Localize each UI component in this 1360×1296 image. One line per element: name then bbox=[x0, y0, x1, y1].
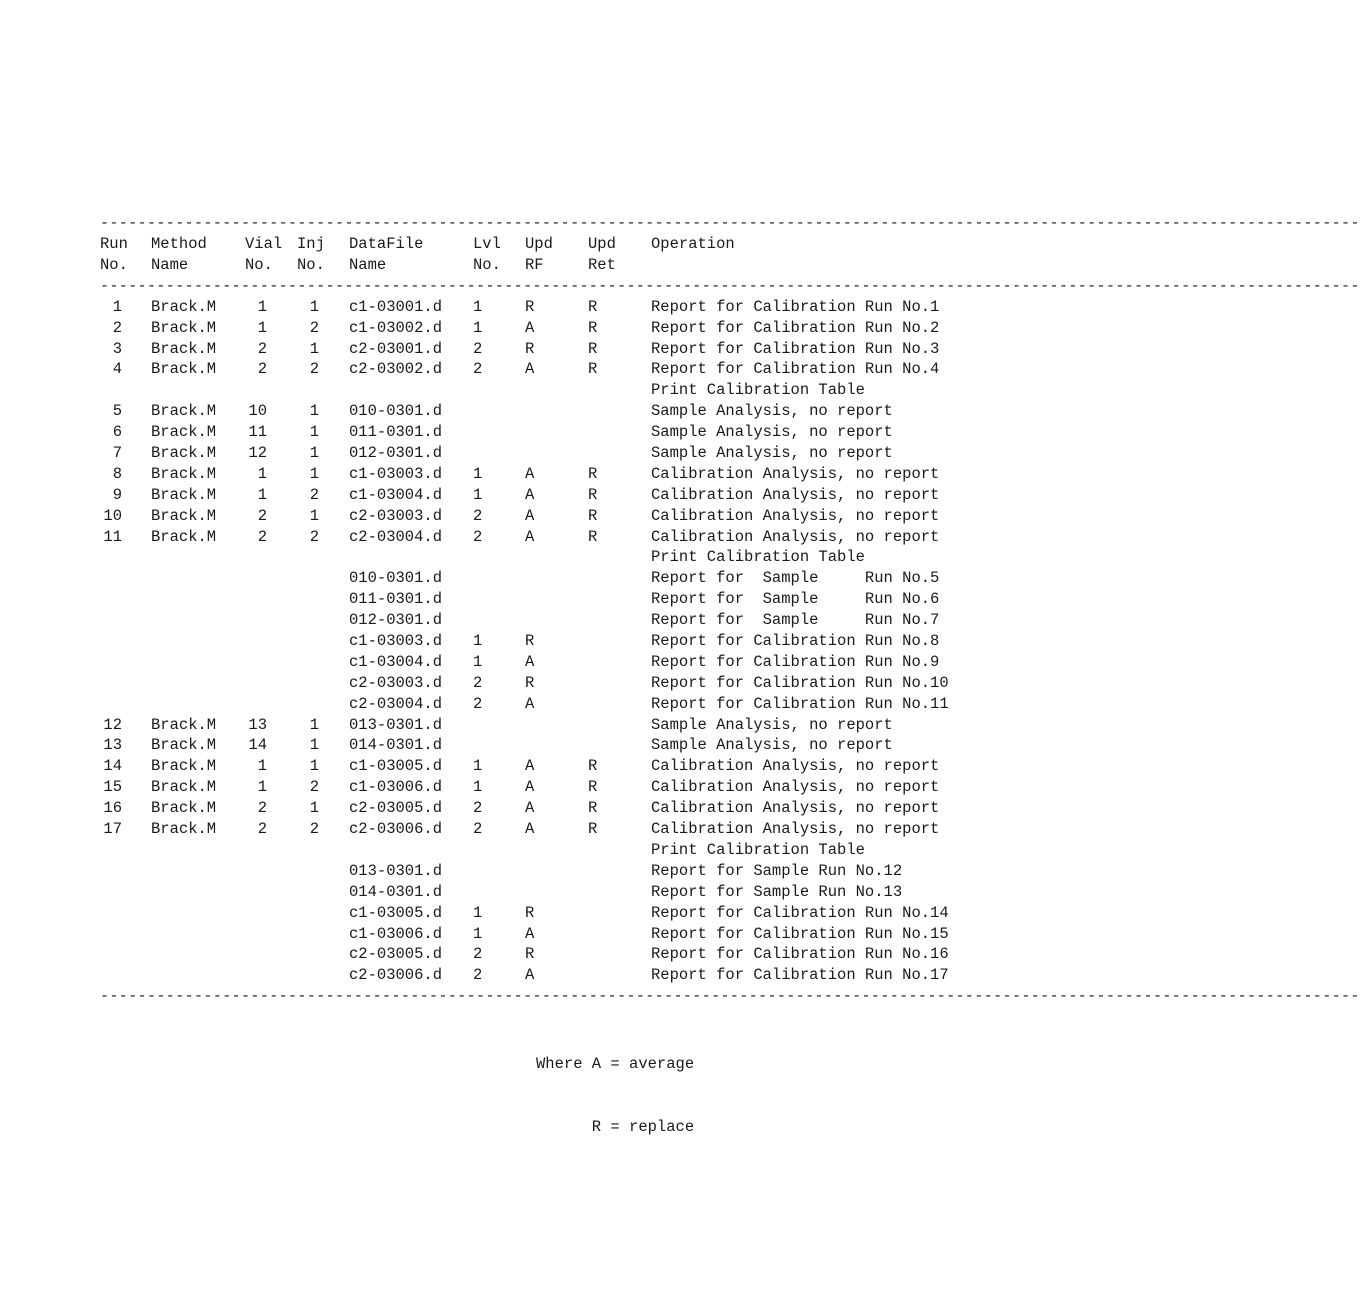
cell-run-no: 5 bbox=[112, 402, 122, 421]
table-body bbox=[100, 297, 990, 986]
cell-operation: Sample Analysis, no report bbox=[651, 444, 893, 463]
cell-method-name: Brack.M bbox=[151, 799, 217, 818]
header-ret: Ret bbox=[588, 255, 616, 274]
cell-method-name: Brack.M bbox=[151, 464, 217, 483]
cell-operation: Calibration Analysis, no report bbox=[651, 757, 940, 776]
cell-datafile-name: c2-03004.d bbox=[349, 527, 443, 546]
cell-datafile-name: c1-03003.d bbox=[349, 632, 443, 651]
table-row bbox=[100, 694, 990, 715]
cell-level-no: 1 bbox=[473, 297, 483, 316]
cell-update-ret: R bbox=[588, 778, 598, 797]
table-row bbox=[100, 318, 990, 339]
cell-inj-no: 1 bbox=[309, 402, 319, 421]
cell-method-name: Brack.M bbox=[151, 444, 217, 463]
cell-vial-no: 14 bbox=[248, 736, 267, 755]
cell-run-no: 9 bbox=[112, 485, 122, 504]
cell-operation: Print Calibration Table bbox=[651, 381, 865, 400]
cell-vial-no: 11 bbox=[248, 423, 267, 442]
cell-vial-no: 1 bbox=[257, 778, 267, 797]
cell-run-no: 11 bbox=[103, 527, 122, 546]
cell-operation: Calibration Analysis, no report bbox=[651, 778, 940, 797]
top-divider: -------------------------------------------------------------------------------------------------------------------------------------- bbox=[100, 215, 1360, 232]
cell-method-name: Brack.M bbox=[151, 423, 217, 442]
table-row bbox=[100, 944, 990, 965]
cell-level-no: 1 bbox=[473, 757, 483, 776]
cell-run-no: 1 bbox=[112, 297, 122, 316]
cell-datafile-name: 014-0301.d bbox=[349, 882, 443, 901]
cell-vial-no: 1 bbox=[257, 485, 267, 504]
cell-datafile-name: c1-03006.d bbox=[349, 924, 443, 943]
cell-level-no: 2 bbox=[473, 820, 483, 839]
cell-update-ret: R bbox=[588, 506, 598, 525]
cell-update-rf: R bbox=[525, 945, 535, 964]
cell-method-name: Brack.M bbox=[151, 297, 217, 316]
cell-datafile-name: 011-0301.d bbox=[349, 423, 443, 442]
cell-datafile-name: c2-03006.d bbox=[349, 820, 443, 839]
cell-operation: Sample Analysis, no report bbox=[651, 715, 893, 734]
cell-datafile-name: c1-03001.d bbox=[349, 297, 443, 316]
header-datafile: DataFile bbox=[349, 235, 424, 253]
table-row bbox=[100, 652, 990, 673]
header-inj: Inj bbox=[297, 235, 325, 253]
header-run-no: No. bbox=[100, 255, 128, 274]
cell-datafile-name: c2-03002.d bbox=[349, 360, 443, 379]
cell-datafile-name: 011-0301.d bbox=[349, 590, 443, 609]
cell-update-rf: A bbox=[525, 966, 535, 985]
cell-datafile-name: 013-0301.d bbox=[349, 715, 443, 734]
cell-inj-no: 1 bbox=[309, 799, 319, 818]
cell-method-name: Brack.M bbox=[151, 506, 217, 525]
cell-run-no: 8 bbox=[112, 464, 122, 483]
cell-method-name: Brack.M bbox=[151, 715, 217, 734]
cell-run-no: 3 bbox=[112, 339, 122, 358]
header-row-2 bbox=[100, 255, 990, 276]
cell-level-no: 2 bbox=[473, 506, 483, 525]
cell-vial-no: 12 bbox=[248, 444, 267, 463]
cell-update-rf: A bbox=[525, 318, 535, 337]
table-row bbox=[100, 819, 990, 840]
cell-run-no: 13 bbox=[103, 736, 122, 755]
cell-inj-no: 1 bbox=[309, 506, 319, 525]
cell-update-rf: A bbox=[525, 757, 535, 776]
cell-inj-no: 1 bbox=[309, 464, 319, 483]
cell-datafile-name: c2-03005.d bbox=[349, 945, 443, 964]
cell-operation: Calibration Analysis, no report bbox=[651, 464, 940, 483]
cell-inj-no: 2 bbox=[309, 318, 319, 337]
cell-vial-no: 2 bbox=[257, 360, 267, 379]
cell-operation: Report for Calibration Run No.8 bbox=[651, 632, 940, 651]
cell-datafile-name: c2-03003.d bbox=[349, 673, 443, 692]
cell-update-ret: R bbox=[588, 297, 598, 316]
cell-run-no: 6 bbox=[112, 423, 122, 442]
header-vial: Vial bbox=[245, 235, 283, 253]
cell-datafile-name: c1-03006.d bbox=[349, 778, 443, 797]
cell-operation: Report for Sample Run No.6 bbox=[651, 590, 940, 609]
cell-operation: Report for Sample Run No.5 bbox=[651, 569, 940, 588]
cell-vial-no: 2 bbox=[257, 799, 267, 818]
cell-level-no: 1 bbox=[473, 924, 483, 943]
cell-datafile-name: 010-0301.d bbox=[349, 402, 443, 421]
cell-update-rf: A bbox=[525, 506, 535, 525]
table-row bbox=[100, 631, 990, 652]
cell-datafile-name: 014-0301.d bbox=[349, 736, 443, 755]
cell-operation: Calibration Analysis, no report bbox=[651, 527, 940, 546]
table-row bbox=[100, 568, 990, 589]
cell-update-rf: A bbox=[525, 778, 535, 797]
table-row bbox=[100, 547, 990, 568]
header-run: Run bbox=[100, 235, 128, 253]
cell-operation: Print Calibration Table bbox=[651, 548, 865, 567]
cell-inj-no: 1 bbox=[309, 736, 319, 755]
cell-method-name: Brack.M bbox=[151, 757, 217, 776]
cell-method-name: Brack.M bbox=[151, 527, 217, 546]
cell-level-no: 1 bbox=[473, 778, 483, 797]
header-inj-no: No. bbox=[297, 255, 325, 274]
cell-level-no: 2 bbox=[473, 527, 483, 546]
cell-run-no: 4 bbox=[112, 360, 122, 379]
table-row bbox=[100, 673, 990, 694]
cell-inj-no: 1 bbox=[309, 297, 319, 316]
cell-level-no: 1 bbox=[473, 485, 483, 504]
cell-run-no: 17 bbox=[103, 820, 122, 839]
table-row bbox=[100, 589, 990, 610]
cell-method-name: Brack.M bbox=[151, 736, 217, 755]
table-row bbox=[100, 965, 990, 986]
legend-replace: R = replace bbox=[536, 1118, 695, 1136]
cell-inj-no: 1 bbox=[309, 444, 319, 463]
cell-operation: Report for Calibration Run No.14 bbox=[651, 903, 949, 922]
cell-method-name: Brack.M bbox=[151, 778, 217, 797]
cell-inj-no: 2 bbox=[309, 778, 319, 797]
cell-update-rf: R bbox=[525, 339, 535, 358]
cell-datafile-name: 010-0301.d bbox=[349, 569, 443, 588]
cell-operation: Report for Calibration Run No.15 bbox=[651, 924, 949, 943]
cell-update-rf: A bbox=[525, 924, 535, 943]
cell-level-no: 2 bbox=[473, 945, 483, 964]
cell-update-rf: R bbox=[525, 903, 535, 922]
cell-operation: Calibration Analysis, no report bbox=[651, 506, 940, 525]
cell-operation: Sample Analysis, no report bbox=[651, 402, 893, 421]
cell-vial-no: 1 bbox=[257, 318, 267, 337]
cell-update-ret: R bbox=[588, 527, 598, 546]
table-row bbox=[100, 401, 990, 422]
header-divider: -------------------------------------------------------------------------------------------------------------------------------------- bbox=[100, 277, 1360, 295]
cell-datafile-name: c1-03003.d bbox=[349, 464, 443, 483]
cell-update-ret: R bbox=[588, 485, 598, 504]
cell-level-no: 1 bbox=[473, 632, 483, 651]
cell-datafile-name: c2-03005.d bbox=[349, 799, 443, 818]
cell-vial-no: 2 bbox=[257, 527, 267, 546]
cell-inj-no: 2 bbox=[309, 485, 319, 504]
table-row bbox=[100, 297, 990, 318]
bottom-divider: -------------------------------------------------------------------------------------------------------------------------------------- bbox=[100, 988, 1360, 1006]
cell-vial-no: 2 bbox=[257, 339, 267, 358]
table-row bbox=[100, 777, 990, 798]
legend bbox=[536, 1012, 694, 1159]
cell-update-rf: R bbox=[525, 632, 535, 651]
cell-run-no: 15 bbox=[103, 778, 122, 797]
header-method-name: Name bbox=[151, 255, 189, 274]
cell-level-no: 2 bbox=[473, 694, 483, 713]
cell-operation: Calibration Analysis, no report bbox=[651, 820, 940, 839]
cell-update-ret: R bbox=[588, 339, 598, 358]
table-row bbox=[100, 610, 990, 631]
cell-vial-no: 1 bbox=[257, 757, 267, 776]
table-row bbox=[100, 735, 990, 756]
table-row bbox=[100, 380, 990, 401]
cell-method-name: Brack.M bbox=[151, 402, 217, 421]
cell-operation: Report for Calibration Run No.3 bbox=[651, 339, 940, 358]
header-vial-no: No. bbox=[245, 255, 273, 274]
cell-operation: Print Calibration Table bbox=[651, 840, 865, 859]
table-row bbox=[100, 464, 990, 485]
cell-run-no: 7 bbox=[112, 444, 122, 463]
table-row bbox=[100, 924, 990, 945]
table-row bbox=[100, 485, 990, 506]
header-operation: Operation bbox=[651, 235, 735, 253]
cell-inj-no: 1 bbox=[309, 757, 319, 776]
cell-inj-no: 1 bbox=[309, 715, 319, 734]
cell-level-no: 2 bbox=[473, 360, 483, 379]
cell-level-no: 1 bbox=[473, 903, 483, 922]
cell-datafile-name: c1-03005.d bbox=[349, 903, 443, 922]
cell-operation: Sample Analysis, no report bbox=[651, 736, 893, 755]
header-lvl-no: No. bbox=[473, 255, 501, 274]
cell-update-rf: R bbox=[525, 673, 535, 692]
table-row bbox=[100, 422, 990, 443]
cell-operation: Report for Calibration Run No.9 bbox=[651, 652, 940, 671]
cell-method-name: Brack.M bbox=[151, 360, 217, 379]
cell-datafile-name: c2-03001.d bbox=[349, 339, 443, 358]
header-method: Method bbox=[151, 235, 207, 253]
header-datafile-name: Name bbox=[349, 255, 387, 274]
cell-operation: Calibration Analysis, no report bbox=[651, 799, 940, 818]
cell-datafile-name: c2-03004.d bbox=[349, 694, 443, 713]
cell-run-no: 12 bbox=[103, 715, 122, 734]
cell-update-rf: A bbox=[525, 464, 535, 483]
cell-operation: Report for Calibration Run No.11 bbox=[651, 694, 949, 713]
cell-update-rf: A bbox=[525, 820, 535, 839]
table-row bbox=[100, 903, 990, 924]
table-row bbox=[100, 443, 990, 464]
cell-update-ret: R bbox=[588, 757, 598, 776]
cell-level-no: 2 bbox=[473, 799, 483, 818]
cell-level-no: 1 bbox=[473, 318, 483, 337]
legend-average: Where A = average bbox=[536, 1055, 695, 1073]
table-row bbox=[100, 756, 990, 777]
cell-operation: Report for Calibration Run No.10 bbox=[651, 673, 949, 692]
cell-update-ret: R bbox=[588, 318, 598, 337]
table-row bbox=[100, 527, 990, 548]
table-row bbox=[100, 882, 990, 903]
cell-update-ret: R bbox=[588, 360, 598, 379]
cell-run-no: 2 bbox=[112, 318, 122, 337]
cell-operation: Calibration Analysis, no report bbox=[651, 485, 940, 504]
table-row bbox=[100, 861, 990, 882]
cell-datafile-name: 013-0301.d bbox=[349, 861, 443, 880]
cell-datafile-name: 012-0301.d bbox=[349, 611, 443, 630]
cell-update-ret: R bbox=[588, 464, 598, 483]
cell-vial-no: 10 bbox=[248, 402, 267, 421]
cell-operation: Report for Calibration Run No.4 bbox=[651, 360, 940, 379]
cell-datafile-name: c1-03002.d bbox=[349, 318, 443, 337]
cell-update-rf: A bbox=[525, 799, 535, 818]
cell-operation: Report for Calibration Run No.17 bbox=[651, 966, 949, 985]
cell-datafile-name: c1-03005.d bbox=[349, 757, 443, 776]
cell-datafile-name: c1-03004.d bbox=[349, 485, 443, 504]
cell-operation: Report for Calibration Run No.16 bbox=[651, 945, 949, 964]
cell-update-rf: A bbox=[525, 694, 535, 713]
cell-update-rf: A bbox=[525, 652, 535, 671]
cell-method-name: Brack.M bbox=[151, 485, 217, 504]
cell-inj-no: 2 bbox=[309, 820, 319, 839]
cell-datafile-name: c2-03003.d bbox=[349, 506, 443, 525]
table-row bbox=[100, 339, 990, 360]
cell-operation: Report for Sample Run No.7 bbox=[651, 611, 940, 630]
cell-vial-no: 1 bbox=[257, 464, 267, 483]
cell-inj-no: 1 bbox=[309, 339, 319, 358]
table-row bbox=[100, 359, 990, 380]
cell-run-no: 14 bbox=[103, 757, 122, 776]
header-row-1 bbox=[100, 234, 990, 255]
schedule-table bbox=[100, 213, 1360, 1007]
table-row bbox=[100, 798, 990, 819]
cell-inj-no: 1 bbox=[309, 423, 319, 442]
cell-level-no: 2 bbox=[473, 966, 483, 985]
cell-update-rf: A bbox=[525, 485, 535, 504]
table-row bbox=[100, 715, 990, 736]
cell-update-rf: R bbox=[525, 297, 535, 316]
cell-vial-no: 1 bbox=[257, 297, 267, 316]
cell-level-no: 2 bbox=[473, 673, 483, 692]
cell-update-rf: A bbox=[525, 360, 535, 379]
cell-operation: Report for Sample Run No.13 bbox=[651, 882, 903, 901]
cell-inj-no: 2 bbox=[309, 527, 319, 546]
cell-vial-no: 2 bbox=[257, 820, 267, 839]
header-upd-ret: Upd bbox=[588, 235, 616, 253]
cell-level-no: 1 bbox=[473, 464, 483, 483]
cell-operation: Report for Calibration Run No.2 bbox=[651, 318, 940, 337]
cell-vial-no: 2 bbox=[257, 506, 267, 525]
cell-update-ret: R bbox=[588, 799, 598, 818]
header-lvl: Lvl bbox=[473, 235, 501, 253]
cell-update-rf: A bbox=[525, 527, 535, 546]
cell-datafile-name: c2-03006.d bbox=[349, 966, 443, 985]
table-row bbox=[100, 840, 990, 861]
cell-level-no: 2 bbox=[473, 339, 483, 358]
cell-datafile-name: 012-0301.d bbox=[349, 444, 443, 463]
cell-operation: Report for Calibration Run No.1 bbox=[651, 297, 940, 316]
cell-datafile-name: c1-03004.d bbox=[349, 652, 443, 671]
cell-method-name: Brack.M bbox=[151, 339, 217, 358]
cell-inj-no: 2 bbox=[309, 360, 319, 379]
cell-operation: Sample Analysis, no report bbox=[651, 423, 893, 442]
cell-vial-no: 13 bbox=[248, 715, 267, 734]
cell-run-no: 16 bbox=[103, 799, 122, 818]
header-upd-rf: Upd bbox=[525, 235, 553, 253]
cell-run-no: 10 bbox=[103, 506, 122, 525]
cell-method-name: Brack.M bbox=[151, 318, 217, 337]
header-rf: RF bbox=[525, 255, 544, 274]
cell-method-name: Brack.M bbox=[151, 820, 217, 839]
cell-level-no: 1 bbox=[473, 652, 483, 671]
cell-update-ret: R bbox=[588, 820, 598, 839]
table-row bbox=[100, 506, 990, 527]
cell-operation: Report for Sample Run No.12 bbox=[651, 861, 903, 880]
